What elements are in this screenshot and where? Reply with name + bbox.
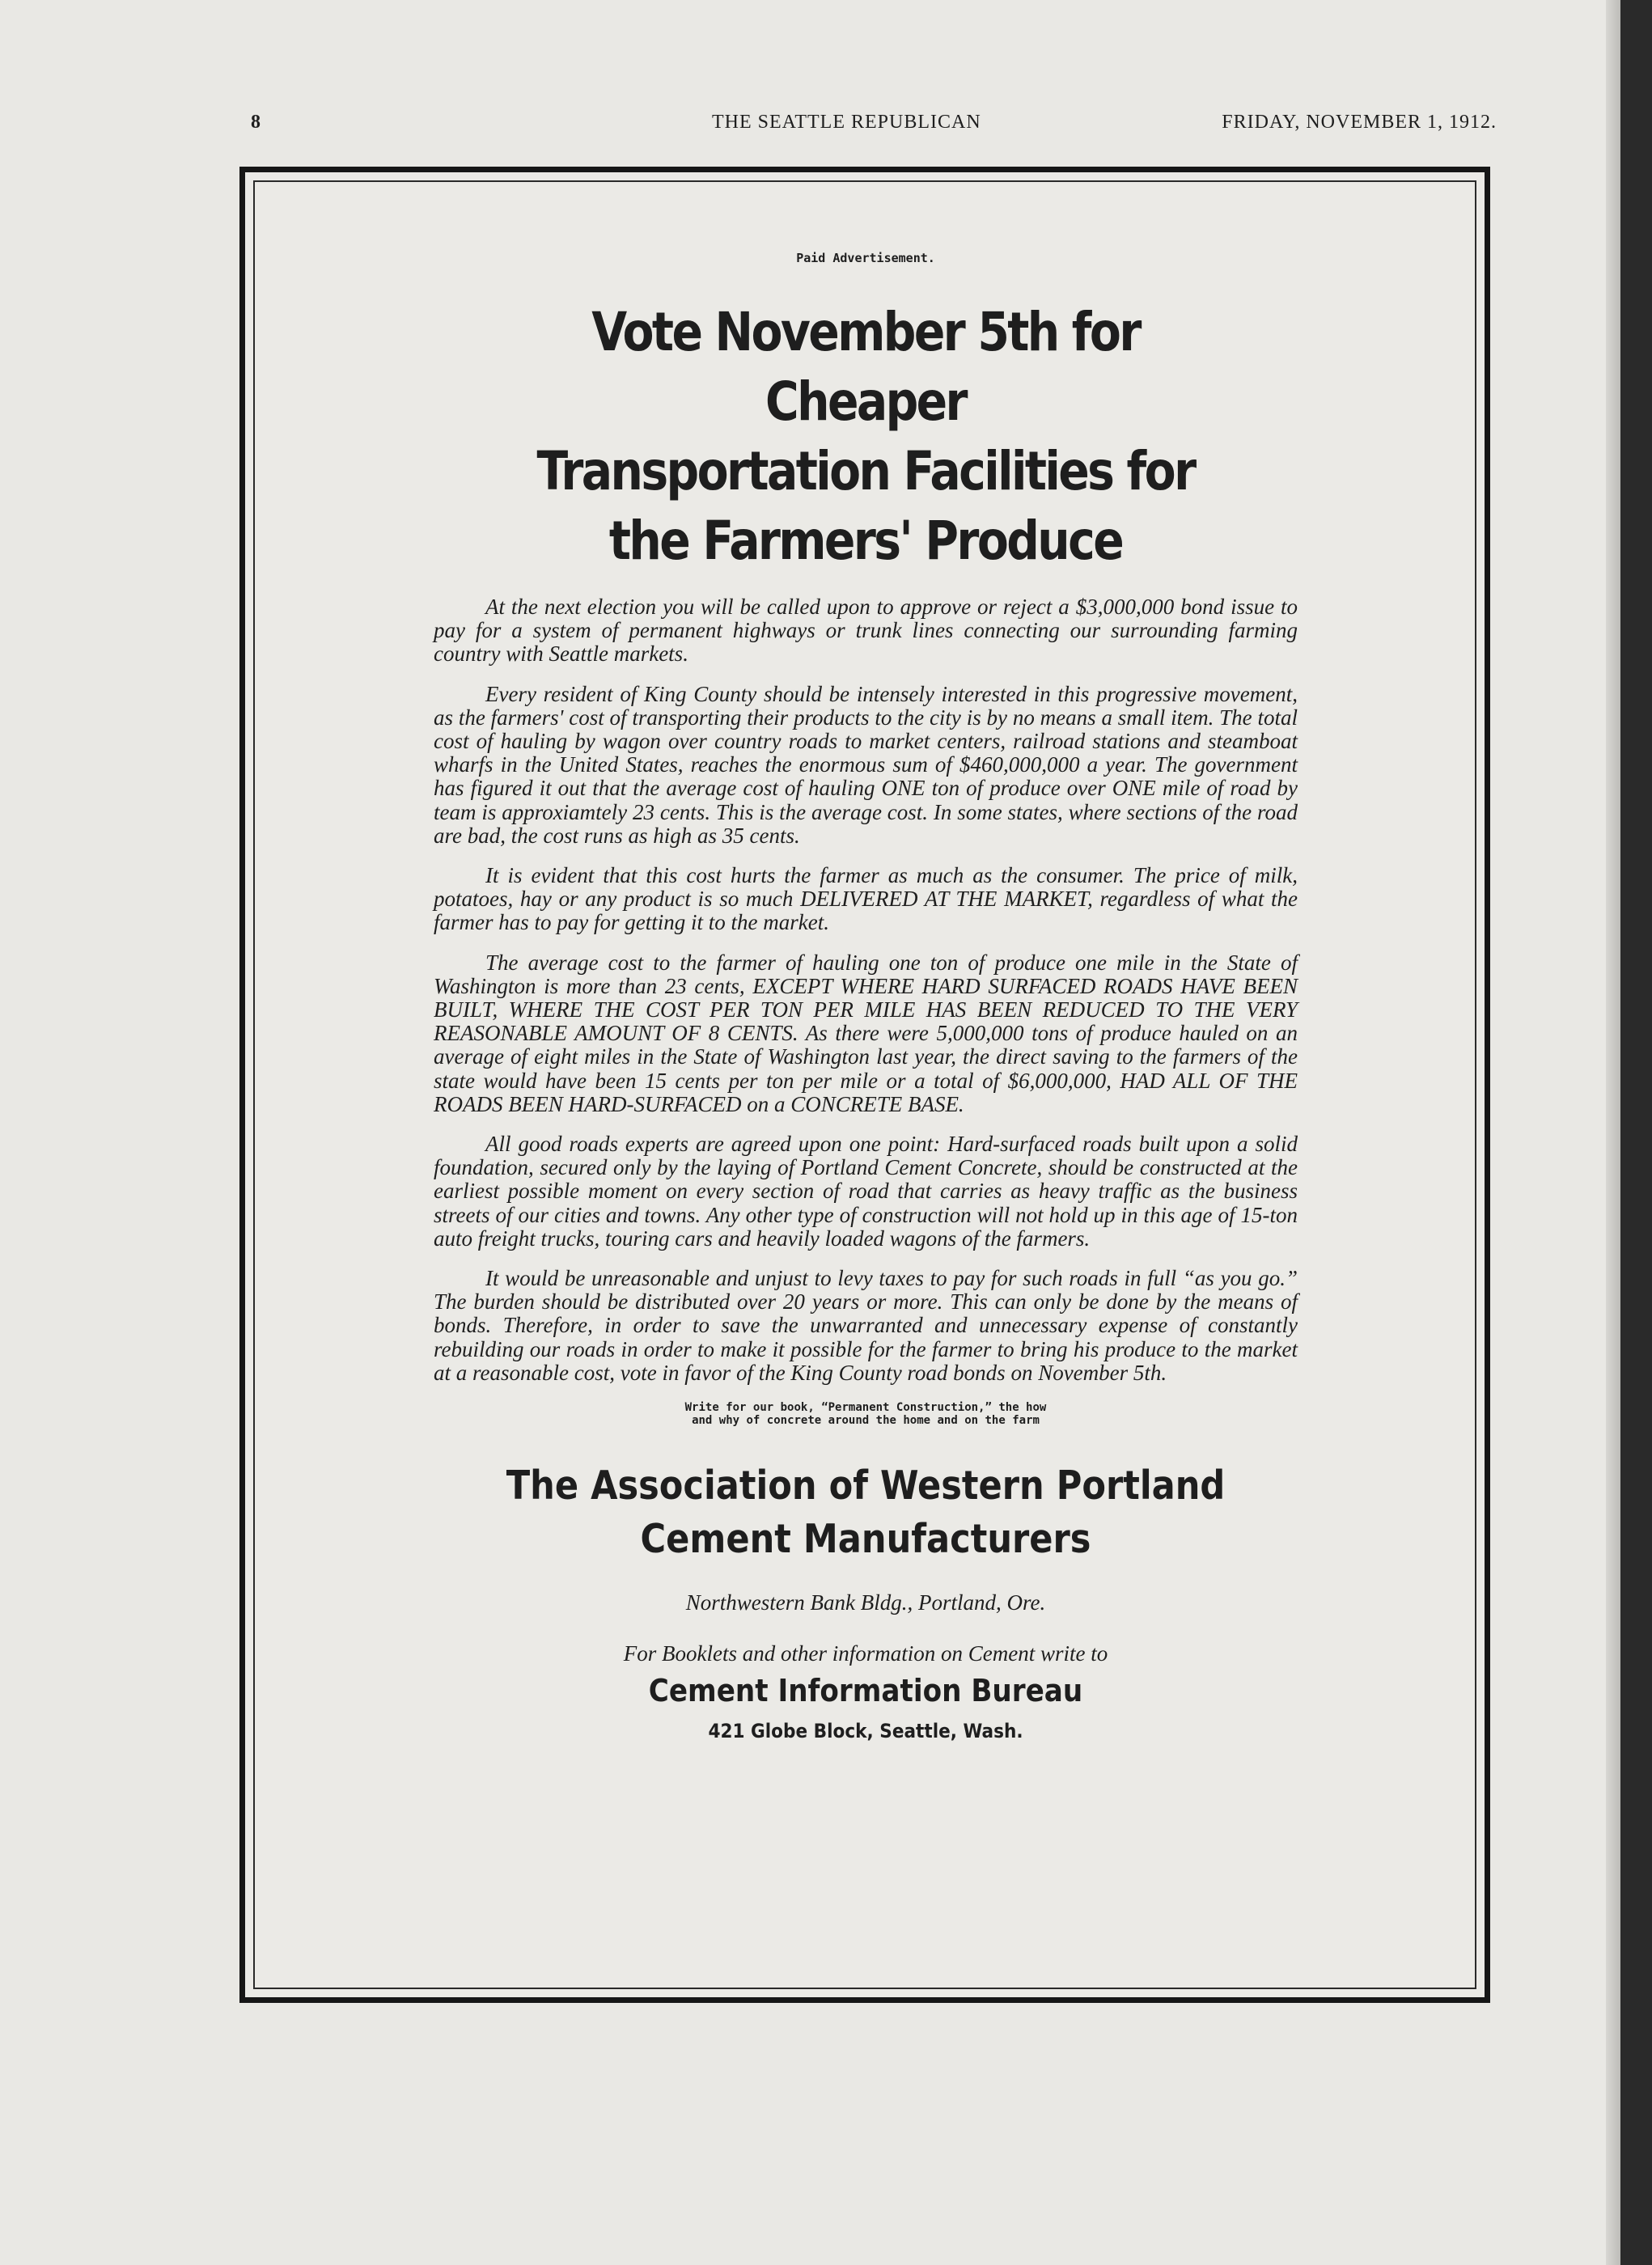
advertisement: [434, 251, 1298, 1742]
body-text: [434, 595, 1298, 1385]
booklets-note: For Booklets and other information on Cement write to: [623, 1641, 1108, 1666]
headline-line: Transportation Facilities for: [536, 440, 1195, 502]
headline-line: Vote November 5th for Cheaper: [591, 301, 1140, 433]
book-note: Write for our book, “Permanent Construction,” the how and why of concrete around the home and on the farm: [684, 1401, 1047, 1428]
page-number: 8: [251, 112, 261, 133]
association-line: The Association of Western Portland: [506, 1463, 1226, 1509]
paragraph: Every resident of King County should be intensely interested in this progressive movement, as the farmers' cost of transporting their products to the city is by no means a small item. The total cost of hauling by wagon over country roads to market centers, railroad stations and steamboat wharfs in the United States, reaches the enormous sum of $460,000,000 a year. The government has figured it out that the average cost of hauling ONE ton of produce over ONE mile of road by team is approxiamtely 23 cents. This is the average cost. In some states, where sections of the road are bad, the cost runs as high as 35 cents.: [434, 681, 1298, 848]
bureau-address: 421 Globe Block, Seattle, Wash.: [708, 1720, 1023, 1743]
paragraph: At the next election you will be called upon to approve or reject a $3,000,000 bond issue to pay for a system of permanent highways or trunk lines connecting our surrounding farming country with Seattle markets.: [434, 595, 1298, 667]
page-header: [251, 112, 1497, 144]
association-name: [485, 1459, 1246, 1566]
paragraph: It would be unreasonable and unjust to levy taxes to pay for such roads in full “as you go.” The burden should be distributed over 20 years or more. This can only be done by the means of bonds. Therefore, in order to save the unwarranted and unnecessary expense of constantly rebuilding our roads in order to make it possible for the farmer to bring his produce to the market at a reasonable cost, vote in favor of the King County road bonds on November 5th.: [434, 1266, 1298, 1385]
headline: [494, 298, 1237, 576]
paid-advertisement-label: Paid Advertisement.: [796, 251, 935, 265]
headline-line: the Farmers' Produce: [608, 510, 1123, 572]
paragraph: All good roads experts are agreed upon one point: Hard-surfaced roads built upon a solid foundation, secured only by the laying of Portland Cement Concrete, should be constructed at the earliest possible moment on every section of road that carries as heavy traffic as the business streets of our cities and towns. Any other type of construction will not hold up in this age of 15-ton auto freight trucks, touring cars and heavily loaded wagons of the farmers.: [434, 1132, 1298, 1251]
association-address: Northwestern Bank Bldg., Portland, Ore.: [685, 1590, 1046, 1615]
bureau-name: Cement Information Bureau: [648, 1673, 1083, 1709]
page-edge: [1606, 0, 1620, 2265]
issue-date: FRIDAY, NOVEMBER 1, 1912.: [1222, 112, 1497, 133]
paragraph: The average cost to the farmer of hauling one ton of produce one mile in the State of Washington is more than 23 cents, EXCEPT WHERE HARD SURFACED ROADS HAVE BEEN BUILT, WHERE THE COST PER TON PER MILE HAS BEEN REDUCED TO THE VERY REASONABLE AMOUNT OF 8 CENTS. As there were 5,000,000 tons of produce hauled on an average of eight miles in the State of Washington last year, the direct saving to the farmers of the state would have been 15 cents per ton per mile or a total of $6,000,000, HAD ALL OF THE ROADS BEEN HARD-SURFACED on a CONCRETE BASE.: [434, 950, 1298, 1116]
association-line: Cement Manufacturers: [640, 1516, 1091, 1563]
paragraph: It is evident that this cost hurts the farmer as much as the consumer. The price of milk, potatoes, hay or any product is so much DELIVERED AT THE MARKET, regardless of what the farmer has to pay for getting it to the market.: [434, 863, 1298, 935]
newspaper-name: THE SEATTLE REPUBLICAN: [712, 112, 981, 133]
